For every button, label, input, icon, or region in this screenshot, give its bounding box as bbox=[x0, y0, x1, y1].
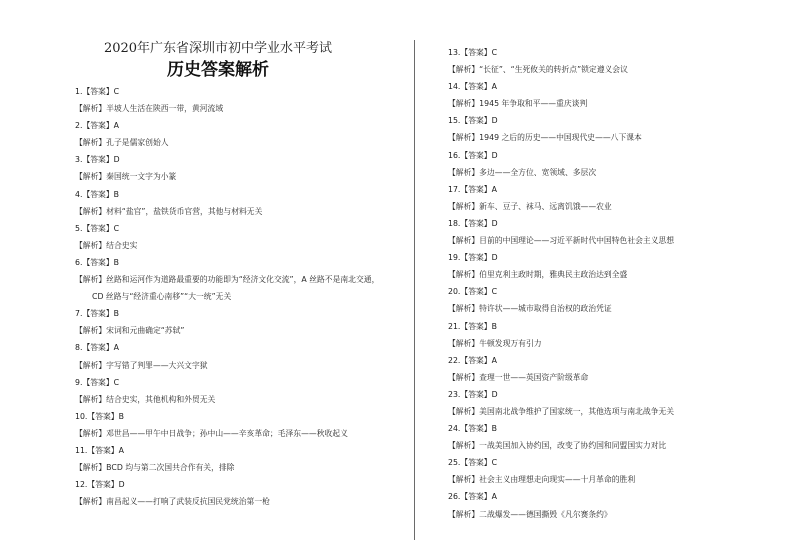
answer-line: 1.【答案】C bbox=[75, 87, 120, 96]
answer-line: 7.【答案】B bbox=[75, 309, 119, 319]
explanation-line: 【解析】材料“盐官”，盐铁货币官营，其他与材料无关 bbox=[75, 206, 263, 216]
answer-line: 15.【答案】D bbox=[448, 116, 498, 126]
explanation-line: 【解析】美国南北战争维护了国家统一，其他选项与南北战争无关 bbox=[448, 406, 675, 416]
explanation-line: 【解析】宋词和元曲确定“苏轼” bbox=[75, 326, 185, 336]
explanation-line: 【解析】新车、豆子、袜马、远离饥饿——农业 bbox=[448, 201, 612, 211]
explanation-line: 【解析】多边——全方位、宽领域、多层次 bbox=[448, 167, 597, 177]
answer-line: 23.【答案】D bbox=[448, 389, 498, 399]
answer-line: 11.【答案】A bbox=[75, 445, 124, 455]
exam-title: 2020年广东省深圳市初中学业水平考试 bbox=[103, 41, 333, 56]
explanation-line: 【解析】社会主义由理想走向现实——十月革命的胜利 bbox=[448, 475, 636, 485]
answer-line: 9.【答案】C bbox=[75, 377, 120, 387]
answer-line: 12.【答案】D bbox=[75, 480, 125, 490]
explanation-line: 【解析】查理一世——英国资产阶级革命 bbox=[448, 372, 589, 382]
explanation-line: 【解析】字写错了判罪——大兴文字狱 bbox=[75, 360, 208, 370]
explanation-line: 【解析】伯里克利主政时期，雅典民主政治达到全盛 bbox=[448, 270, 628, 280]
answer-line: 5.【答案】C bbox=[75, 223, 120, 233]
explanation-line: 【解析】南昌起义——打响了武装反抗国民党统治第一枪 bbox=[75, 497, 270, 507]
answer-line: 17.【答案】A bbox=[448, 184, 497, 194]
explanation-line: 【解析】结合史实，其他机构和外贸无关 bbox=[75, 394, 216, 404]
answer-line: 25.【答案】C bbox=[448, 458, 498, 468]
explanation-continuation: CD 丝路与“经济重心南移”“大一统”无关 bbox=[92, 292, 232, 302]
answer-line: 10.【答案】B bbox=[75, 411, 124, 421]
answer-line: 22.【答案】A bbox=[448, 355, 497, 365]
right-column bbox=[448, 44, 748, 523]
answer-line: 8.【答案】A bbox=[75, 343, 119, 353]
explanation-line: 【解析】牛顿发现万有引力 bbox=[448, 338, 542, 348]
answer-line: 24.【答案】B bbox=[448, 424, 497, 434]
answer-line: 19.【答案】D bbox=[448, 253, 498, 263]
answer-line: 16.【答案】D bbox=[448, 150, 498, 160]
answer-line: 3.【答案】D bbox=[75, 155, 120, 165]
page-title: 历史答案解析 bbox=[167, 60, 269, 80]
answer-line: 4.【答案】B bbox=[75, 189, 119, 199]
answer-line: 13.【答案】C bbox=[448, 48, 498, 57]
explanation-line: 【解析】“长征”、“生死攸关的转折点”锁定遵义会议 bbox=[448, 65, 628, 75]
explanation-line: 【解析】半坡人生活在陕西一带，黄河流域 bbox=[75, 104, 224, 114]
explanation-line: 【解析】1949 之后的历史——中国现代史——八下课本 bbox=[448, 133, 642, 143]
answer-line: 21.【答案】B bbox=[448, 321, 497, 331]
explanation-line: 【解析】丝路和运河作为道路最重要的功能即为“经济文化交流”，A 丝路不是南北交通， bbox=[75, 275, 380, 285]
answer-line: 14.【答案】A bbox=[448, 82, 497, 92]
explanation-line: 【解析】邓世昌——甲午中日战争；孙中山——辛亥革命；毛泽东——秋收起义 bbox=[75, 428, 348, 438]
explanation-line: 【解析】秦国统一文字为小篆 bbox=[75, 172, 177, 182]
explanation-line: 【解析】孔子是儒家创始人 bbox=[75, 138, 169, 148]
answer-line: 2.【答案】A bbox=[75, 121, 119, 131]
explanation-line: 【解析】目前的中国理论——习近平新时代中国特色社会主义思想 bbox=[448, 236, 675, 246]
explanation-line: 【解析】特许状——城市取得自治权的政治凭证 bbox=[448, 304, 612, 314]
explanation-line: 【解析】二战爆发——德国撕毁《凡尔赛条约》 bbox=[448, 509, 612, 519]
left-column bbox=[75, 83, 405, 510]
answer-line: 20.【答案】C bbox=[448, 287, 498, 297]
answer-line: 26.【答案】A bbox=[448, 492, 497, 502]
explanation-line: 【解析】BCD 均与第二次国共合作有关，排除 bbox=[75, 463, 235, 473]
explanation-line: 【解析】结合史实 bbox=[75, 240, 138, 250]
explanation-line: 【解析】一战美国加入协约国，改变了协约国和同盟国实力对比 bbox=[448, 441, 667, 451]
answer-line: 18.【答案】D bbox=[448, 218, 498, 228]
explanation-line: 【解析】1945 年争取和平——重庆谈判 bbox=[448, 99, 588, 109]
column-divider bbox=[414, 40, 415, 540]
answer-line: 6.【答案】B bbox=[75, 257, 119, 267]
